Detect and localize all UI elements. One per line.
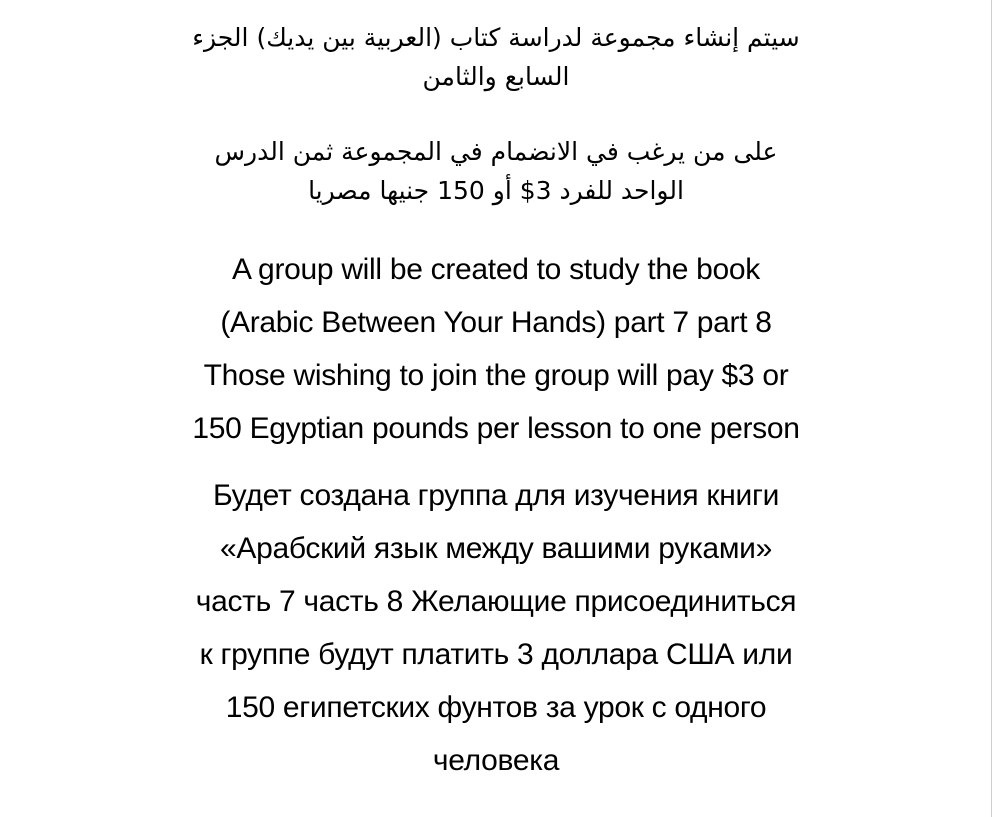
english-line: A group will be created to study the book	[231, 253, 761, 286]
arabic-price-paragraph	[0, 132, 992, 210]
russian-line: Будет создана группа для изучения книги	[212, 479, 780, 512]
russian-line: «Арабский язык между вашими руками»	[219, 532, 772, 565]
russian-paragraph	[0, 469, 992, 787]
arabic-line: على من يرغب في الانضمام في المجموعة ثمن الدرس	[214, 137, 778, 166]
russian-line: к группе будут платить 3 доллара США или	[199, 638, 793, 671]
russian-line: человека	[432, 744, 560, 777]
arabic-announcement-paragraph	[0, 18, 992, 96]
arabic-line: الواحد للفرد 3$ أو 150 جنيها مصريا	[308, 176, 684, 205]
english-line: 150 Egyptian pounds per lesson to one person	[192, 412, 800, 445]
arabic-line: سيتم إنشاء مجموعة لدراسة كتاب (العربية بين يديك) الجزء	[192, 23, 800, 52]
russian-line: 150 египетских фунтов за урок с одного	[225, 691, 767, 724]
russian-line: часть 7 часть 8 Желающие присоединиться	[195, 585, 797, 618]
arabic-line: السابع والثامن	[422, 62, 570, 91]
english-paragraph	[0, 243, 992, 455]
english-line: Those wishing to join the group will pay $3 or	[203, 359, 789, 392]
english-line: (Arabic Between Your Hands) part 7 part 8	[220, 306, 772, 339]
